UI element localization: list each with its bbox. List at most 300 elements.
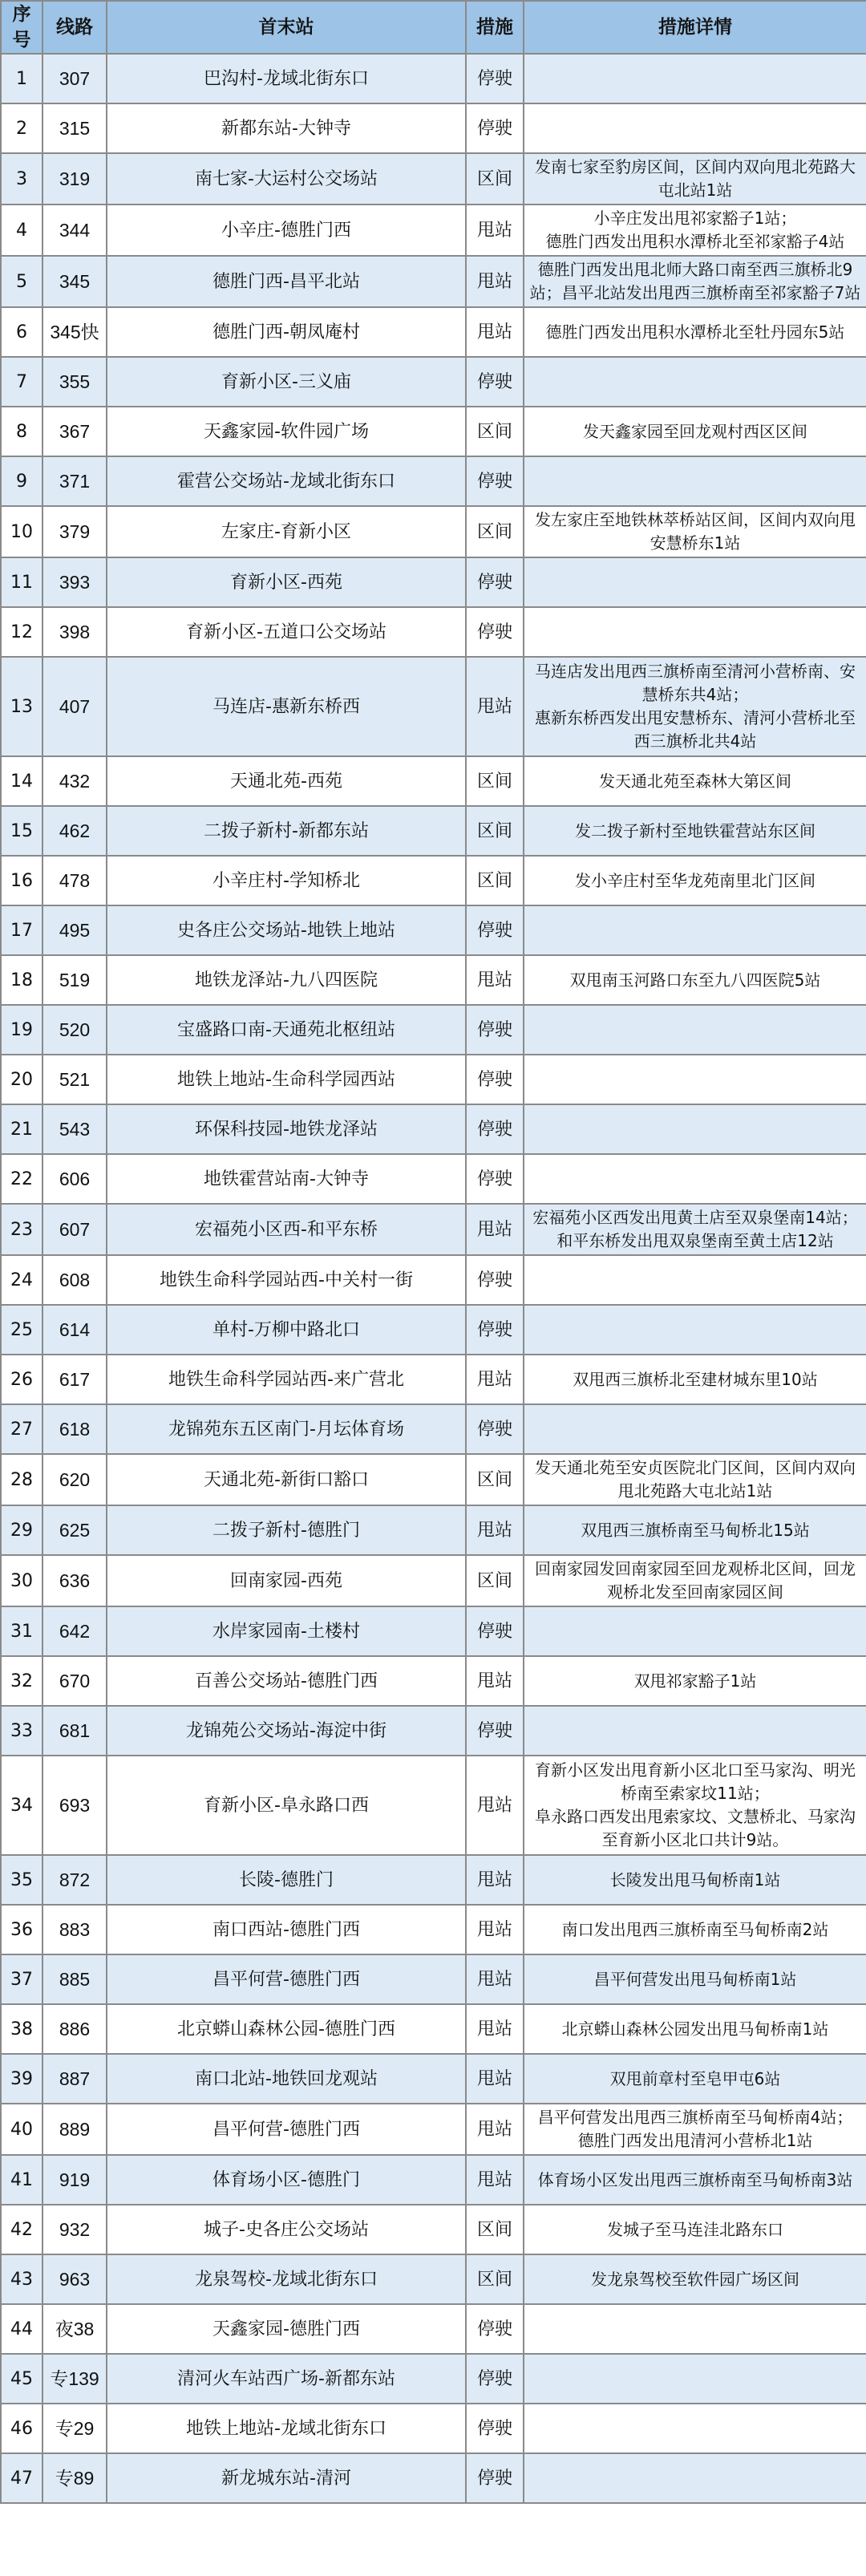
measure-detail — [524, 1154, 866, 1204]
table-row — [1, 1154, 866, 1204]
measure-detail — [524, 1255, 866, 1305]
route-number: 670 — [42, 1656, 107, 1706]
route-number: 319 — [42, 153, 107, 205]
route-terminals: 育新小区-西苑 — [107, 557, 466, 607]
measure-type: 甩站 — [466, 1505, 524, 1555]
measure-detail — [524, 357, 866, 407]
route-number: 887 — [42, 2054, 107, 2104]
table-row — [1, 1555, 866, 1606]
route-terminals: 地铁上地站-生命科学园西站 — [107, 1055, 466, 1104]
measure-type: 停驶 — [466, 103, 524, 153]
row-number: 20 — [1, 1055, 42, 1104]
measure-detail-line: 惠新东桥西发出甩安慧桥东、清河小营桥北至 — [535, 708, 856, 727]
route-terminals: 小辛庄村-学知桥北 — [107, 856, 466, 905]
measure-detail — [524, 557, 866, 607]
measure-detail-line: 昌平何营发出甩西三旗桥南至马甸桥南4站； — [537, 2108, 853, 2127]
route-terminals: 育新小区-阜永路口西 — [107, 1756, 466, 1855]
route-number: 872 — [42, 1855, 107, 1905]
table-row — [1, 54, 866, 103]
measure-type: 停驶 — [466, 1154, 524, 1204]
table-row — [1, 1404, 866, 1454]
route-number: 693 — [42, 1756, 107, 1855]
measure-detail-line: 北京蟒山森林公园发出甩马甸桥南1站 — [561, 2019, 829, 2039]
table-row — [1, 456, 866, 506]
measure-detail-line: 育新小区发出甩育新小区北口至马家沟、明光 — [535, 1760, 856, 1780]
route-number: 520 — [42, 1005, 107, 1055]
row-number: 35 — [1, 1855, 42, 1905]
route-terminals: 南七家-大运村公交场站 — [107, 153, 466, 205]
row-number: 39 — [1, 2054, 42, 2104]
table-row — [1, 1656, 866, 1706]
table-row — [1, 153, 866, 205]
measure-detail-line: 观桥北发至回南家园区间 — [607, 1582, 783, 1602]
row-number: 31 — [1, 1606, 42, 1656]
route-terminals: 德胜门西-昌平北站 — [107, 256, 466, 307]
route-terminals: 育新小区-五道口公交场站 — [107, 607, 466, 657]
header-no: 序号 — [1, 1, 42, 54]
table-row — [1, 1305, 866, 1355]
measure-detail — [524, 2254, 866, 2304]
measure-detail-line: 宏福苑小区西发出甩黄土店至双泉堡南14站； — [532, 1208, 858, 1227]
measure-detail-line: 回南家园发回南家园至回龙观桥北区间，回龙 — [535, 1559, 856, 1578]
measure-detail-line: 站；昌平北站发出甩西三旗桥南至祁家豁子7站 — [529, 283, 861, 302]
route-number: 379 — [42, 506, 107, 557]
measure-detail — [524, 205, 866, 256]
table-row — [1, 1954, 866, 2004]
measure-detail-line: 小辛庄发出甩祁家豁子1站； — [593, 209, 797, 228]
table-row — [1, 1055, 866, 1104]
table-row — [1, 2354, 866, 2404]
measure-detail — [524, 1005, 866, 1055]
route-number: 606 — [42, 1154, 107, 1204]
measure-type: 区间 — [466, 506, 524, 557]
measure-type: 甩站 — [466, 955, 524, 1005]
route-terminals: 德胜门西-朝凤庵村 — [107, 307, 466, 357]
route-terminals: 长陵-德胜门 — [107, 1855, 466, 1905]
route-number: 345快 — [42, 307, 107, 357]
measure-type: 停驶 — [466, 456, 524, 506]
measure-detail — [524, 506, 866, 557]
table-row — [1, 856, 866, 905]
measure-detail — [524, 1305, 866, 1355]
measure-detail-line: 双甩前章村至皂甲屯6站 — [609, 2068, 781, 2088]
route-number: 521 — [42, 1055, 107, 1104]
measure-type: 甩站 — [466, 2104, 524, 2155]
row-number: 36 — [1, 1905, 42, 1954]
table-row — [1, 1204, 866, 1255]
table-row — [1, 2304, 866, 2354]
route-number: 883 — [42, 1905, 107, 1954]
route-terminals: 天通北苑-西苑 — [107, 756, 466, 806]
route-terminals: 体育场小区-德胜门 — [107, 2155, 466, 2205]
route-terminals: 马连店-惠新东桥西 — [107, 657, 466, 756]
route-number: 614 — [42, 1305, 107, 1355]
measure-detail — [524, 2205, 866, 2254]
row-number: 37 — [1, 1954, 42, 2004]
row-number: 27 — [1, 1404, 42, 1454]
row-number: 17 — [1, 905, 42, 955]
row-number: 23 — [1, 1204, 42, 1255]
table-row — [1, 2104, 866, 2155]
row-number: 28 — [1, 1454, 42, 1505]
table-row — [1, 1255, 866, 1305]
row-number: 21 — [1, 1104, 42, 1154]
route-number: 478 — [42, 856, 107, 905]
row-number: 47 — [1, 2453, 42, 2503]
measure-type: 停驶 — [466, 1055, 524, 1104]
measure-detail-line: 慧桥东共4站； — [641, 685, 749, 704]
row-number: 9 — [1, 456, 42, 506]
route-number: 681 — [42, 1706, 107, 1756]
row-number: 5 — [1, 256, 42, 307]
route-terminals: 清河火车站西广场-新都东站 — [107, 2354, 466, 2404]
measure-detail-line: 德胜门西发出甩清河小营桥北1站 — [577, 2131, 813, 2150]
route-number: 371 — [42, 456, 107, 506]
measure-type: 区间 — [466, 407, 524, 456]
measure-detail-line: 桥南至索家坟11站； — [621, 1784, 770, 1803]
table-row — [1, 806, 866, 856]
route-number: 607 — [42, 1204, 107, 1255]
row-number: 16 — [1, 856, 42, 905]
measure-detail — [524, 2354, 866, 2404]
row-number: 41 — [1, 2155, 42, 2205]
measure-type: 甩站 — [466, 1855, 524, 1905]
table-row — [1, 1706, 866, 1756]
route-terminals: 单村-万柳中路北口 — [107, 1305, 466, 1355]
measure-detail — [524, 1555, 866, 1606]
route-number: 625 — [42, 1505, 107, 1555]
table-row — [1, 1606, 866, 1656]
route-terminals: 巴沟村-龙域北街东口 — [107, 54, 466, 103]
measure-detail — [524, 1756, 866, 1855]
table-row — [1, 2404, 866, 2453]
row-number: 18 — [1, 955, 42, 1005]
measure-detail — [524, 756, 866, 806]
measure-detail-line: 西三旗桥北共4站 — [633, 731, 757, 751]
route-number: 543 — [42, 1104, 107, 1154]
measure-type: 甩站 — [466, 1954, 524, 2004]
route-terminals: 史各庄公交场站-地铁上地站 — [107, 905, 466, 955]
route-terminals: 小辛庄-德胜门西 — [107, 205, 466, 256]
measure-type: 停驶 — [466, 357, 524, 407]
table-row — [1, 2254, 866, 2304]
route-number: 620 — [42, 1454, 107, 1505]
route-terminals: 龙锦苑公交场站-海淀中街 — [107, 1706, 466, 1756]
table-row — [1, 2453, 866, 2503]
measure-detail — [524, 856, 866, 905]
table-row — [1, 205, 866, 256]
route-terminals: 龙泉驾校-龙域北街东口 — [107, 2254, 466, 2304]
row-number: 40 — [1, 2104, 42, 2155]
measure-detail — [524, 1606, 866, 1656]
table-row — [1, 1905, 866, 1954]
header-route: 线路 — [42, 1, 107, 54]
route-number: 462 — [42, 806, 107, 856]
route-terminals: 北京蟒山森林公园-德胜门西 — [107, 2004, 466, 2054]
route-terminals: 二拨子新村-德胜门 — [107, 1505, 466, 1555]
measure-detail-line: 体育场小区发出甩西三旗桥南至马甸桥南3站 — [537, 2169, 853, 2189]
route-terminals: 回南家园-西苑 — [107, 1555, 466, 1606]
route-number: 495 — [42, 905, 107, 955]
row-number: 14 — [1, 756, 42, 806]
measure-detail-line: 发天通北苑至森林大第区间 — [599, 771, 791, 791]
row-number: 13 — [1, 657, 42, 756]
measure-type: 停驶 — [466, 607, 524, 657]
measure-type: 区间 — [466, 1454, 524, 1505]
row-number: 7 — [1, 357, 42, 407]
measure-type: 停驶 — [466, 1005, 524, 1055]
route-number: 407 — [42, 657, 107, 756]
measure-type: 甩站 — [466, 1204, 524, 1255]
header-detail: 措施详情 — [524, 1, 866, 54]
table-row — [1, 955, 866, 1005]
route-terminals: 左家庄-育新小区 — [107, 506, 466, 557]
row-number: 12 — [1, 607, 42, 657]
measure-detail — [524, 1104, 866, 1154]
route-number: 889 — [42, 2104, 107, 2155]
route-number: 519 — [42, 955, 107, 1005]
measure-detail — [524, 2004, 866, 2054]
route-number: 夜38 — [42, 2304, 107, 2354]
route-terminals: 地铁生命科学园站西-来广营北 — [107, 1355, 466, 1404]
measure-type: 区间 — [466, 2254, 524, 2304]
row-number: 3 — [1, 153, 42, 205]
measure-detail — [524, 2054, 866, 2104]
route-terminals: 天通北苑-新街口豁口 — [107, 1454, 466, 1505]
route-number: 专29 — [42, 2404, 107, 2453]
route-terminals: 水岸家园南-土楼村 — [107, 1606, 466, 1656]
measure-detail — [524, 1656, 866, 1706]
measure-detail — [524, 2155, 866, 2205]
row-number: 24 — [1, 1255, 42, 1305]
measure-detail-line: 甩北苑路大屯北站1站 — [617, 1481, 773, 1501]
table-row — [1, 2155, 866, 2205]
measure-detail — [524, 607, 866, 657]
measure-detail-line: 长陵发出甩马甸桥南1站 — [609, 1869, 781, 1889]
measure-detail — [524, 1505, 866, 1555]
route-number: 885 — [42, 1954, 107, 2004]
measure-type: 甩站 — [466, 2155, 524, 2205]
measure-detail — [524, 307, 866, 357]
measure-detail — [524, 657, 866, 756]
table-row — [1, 1454, 866, 1505]
header-stops: 首末站 — [107, 1, 466, 54]
measure-detail — [524, 905, 866, 955]
measure-detail-line: 屯北站1站 — [658, 180, 733, 200]
route-number: 608 — [42, 1255, 107, 1305]
measure-detail — [524, 1855, 866, 1905]
measure-detail-line: 阜永路口西发出甩索家坟、文慧桥北、马家沟 — [535, 1807, 856, 1826]
measure-type: 停驶 — [466, 2404, 524, 2453]
measure-type: 停驶 — [466, 557, 524, 607]
measure-type: 甩站 — [466, 1905, 524, 1954]
measure-type: 甩站 — [466, 2004, 524, 2054]
measure-detail — [524, 1204, 866, 1255]
measure-detail-line: 发天通北苑至安贞医院北门区间，区间内双向 — [535, 1458, 856, 1477]
route-number: 344 — [42, 205, 107, 256]
route-number: 919 — [42, 2155, 107, 2205]
measure-type: 区间 — [466, 2205, 524, 2254]
measure-detail — [524, 1706, 866, 1756]
route-terminals: 地铁霍营站南-大钟寺 — [107, 1154, 466, 1204]
row-number: 25 — [1, 1305, 42, 1355]
row-number: 46 — [1, 2404, 42, 2453]
measure-type: 区间 — [466, 1555, 524, 1606]
measure-type: 停驶 — [466, 2354, 524, 2404]
route-terminals: 地铁上地站-龙域北街东口 — [107, 2404, 466, 2453]
measure-type: 甩站 — [466, 1656, 524, 1706]
table-row — [1, 1104, 866, 1154]
row-number: 1 — [1, 54, 42, 103]
row-number: 43 — [1, 2254, 42, 2304]
row-number: 22 — [1, 1154, 42, 1204]
route-number: 355 — [42, 357, 107, 407]
row-number: 29 — [1, 1505, 42, 1555]
row-number: 33 — [1, 1706, 42, 1756]
measure-detail — [524, 456, 866, 506]
table-header-row — [1, 1, 866, 54]
table-row — [1, 357, 866, 407]
row-number: 10 — [1, 506, 42, 557]
measure-type: 停驶 — [466, 2453, 524, 2503]
measure-detail-line: 发城子至马连洼北路东口 — [607, 2219, 783, 2239]
measure-type: 停驶 — [466, 54, 524, 103]
measure-type: 甩站 — [466, 1355, 524, 1404]
route-terminals: 地铁生命科学园站西-中关村一街 — [107, 1255, 466, 1305]
measure-detail-line: 发左家庄至地铁林萃桥站区间，区间内双向甩 — [535, 510, 856, 529]
measure-detail — [524, 256, 866, 307]
route-terminals: 宝盛路口南-天通苑北枢纽站 — [107, 1005, 466, 1055]
table-row — [1, 103, 866, 153]
route-number: 315 — [42, 103, 107, 153]
route-terminals: 环保科技园-地铁龙泽站 — [107, 1104, 466, 1154]
route-terminals: 城子-史各庄公交场站 — [107, 2205, 466, 2254]
route-terminals: 天鑫家园-软件园广场 — [107, 407, 466, 456]
row-number: 4 — [1, 205, 42, 256]
route-number: 642 — [42, 1606, 107, 1656]
measure-detail-line: 双甩西三旗桥南至马甸桥北15站 — [581, 1520, 810, 1540]
route-terminals: 宏福苑小区西-和平东桥 — [107, 1204, 466, 1255]
measure-detail — [524, 2104, 866, 2155]
route-terminals: 天鑫家园-德胜门西 — [107, 2304, 466, 2354]
table-row — [1, 1005, 866, 1055]
measure-detail-line: 发天鑫家园至回龙观村西区区间 — [583, 421, 807, 441]
table-row — [1, 557, 866, 607]
measure-detail-line: 安慧桥东1站 — [650, 533, 741, 553]
measure-type: 停驶 — [466, 1706, 524, 1756]
row-number: 11 — [1, 557, 42, 607]
measure-detail — [524, 1055, 866, 1104]
measure-detail — [524, 1454, 866, 1505]
row-number: 26 — [1, 1355, 42, 1404]
measure-detail-line: 发二拨子新村至地铁霍营站东区间 — [575, 820, 815, 840]
measure-detail-line: 南口发出甩西三旗桥南至马甸桥南2站 — [561, 1919, 829, 1939]
measure-detail-line: 双甩南玉河路口东至九八四医院5站 — [569, 970, 821, 990]
row-number: 44 — [1, 2304, 42, 2354]
measure-detail — [524, 1355, 866, 1404]
measure-detail — [524, 2404, 866, 2453]
measure-type: 停驶 — [466, 1404, 524, 1454]
table-row — [1, 905, 866, 955]
measure-type: 甩站 — [466, 657, 524, 756]
table-row — [1, 1355, 866, 1404]
table-row — [1, 657, 866, 756]
route-number: 专89 — [42, 2453, 107, 2503]
table-row — [1, 2054, 866, 2104]
measure-type: 甩站 — [466, 256, 524, 307]
route-terminals: 百善公交场站-德胜门西 — [107, 1656, 466, 1706]
row-number: 42 — [1, 2205, 42, 2254]
row-number: 6 — [1, 307, 42, 357]
measure-detail — [524, 1954, 866, 2004]
measure-detail — [524, 2453, 866, 2503]
measure-detail — [524, 1404, 866, 1454]
measure-type: 甩站 — [466, 2054, 524, 2104]
row-number: 2 — [1, 103, 42, 153]
measure-type: 停驶 — [466, 1606, 524, 1656]
measure-type: 区间 — [466, 153, 524, 205]
table-row — [1, 1855, 866, 1905]
table-row — [1, 2004, 866, 2054]
measure-detail-line: 双甩西三旗桥北至建材城东里10站 — [573, 1369, 818, 1389]
row-number: 30 — [1, 1555, 42, 1606]
route-terminals: 育新小区-三义庙 — [107, 357, 466, 407]
measure-detail — [524, 2304, 866, 2354]
route-terminals: 新龙城东站-清河 — [107, 2453, 466, 2503]
measure-detail-line: 双甩祁家豁子1站 — [633, 1671, 757, 1691]
row-number: 32 — [1, 1656, 42, 1706]
route-terminals: 南口西站-德胜门西 — [107, 1905, 466, 1954]
route-terminals: 南口北站-地铁回龙观站 — [107, 2054, 466, 2104]
route-terminals: 龙锦苑东五区南门-月坛体育场 — [107, 1404, 466, 1454]
route-number: 617 — [42, 1355, 107, 1404]
measure-detail-line: 德胜门西发出甩北师大路口南至西三旗桥北9 — [537, 260, 853, 279]
measure-detail — [524, 103, 866, 153]
measure-type: 甩站 — [466, 1756, 524, 1855]
table-row — [1, 607, 866, 657]
measure-type: 区间 — [466, 756, 524, 806]
measure-type: 停驶 — [466, 1305, 524, 1355]
route-number: 963 — [42, 2254, 107, 2304]
measure-type: 区间 — [466, 856, 524, 905]
measure-type: 区间 — [466, 806, 524, 856]
measure-detail — [524, 54, 866, 103]
row-number: 38 — [1, 2004, 42, 2054]
route-number: 393 — [42, 557, 107, 607]
route-number: 886 — [42, 2004, 107, 2054]
route-number: 307 — [42, 54, 107, 103]
measure-detail — [524, 153, 866, 205]
route-terminals: 霍营公交场站-龙域北街东口 — [107, 456, 466, 506]
measure-detail-line: 昌平何营发出甩马甸桥南1站 — [593, 1969, 797, 1989]
row-number: 45 — [1, 2354, 42, 2404]
measure-detail-line: 马连店发出甩西三旗桥南至清河小营桥南、安 — [535, 662, 856, 681]
route-terminals: 二拨子新村-新都东站 — [107, 806, 466, 856]
measure-type: 停驶 — [466, 905, 524, 955]
measure-type: 停驶 — [466, 1104, 524, 1154]
row-number: 8 — [1, 407, 42, 456]
row-number: 34 — [1, 1756, 42, 1855]
table-row — [1, 407, 866, 456]
route-number: 398 — [42, 607, 107, 657]
route-terminals: 新都东站-大钟寺 — [107, 103, 466, 153]
measure-detail — [524, 806, 866, 856]
table-row — [1, 2205, 866, 2254]
measure-detail — [524, 407, 866, 456]
measure-detail-line: 发龙泉驾校至软件园广场区间 — [591, 2269, 799, 2289]
measure-type: 停驶 — [466, 1255, 524, 1305]
route-number: 932 — [42, 2205, 107, 2254]
